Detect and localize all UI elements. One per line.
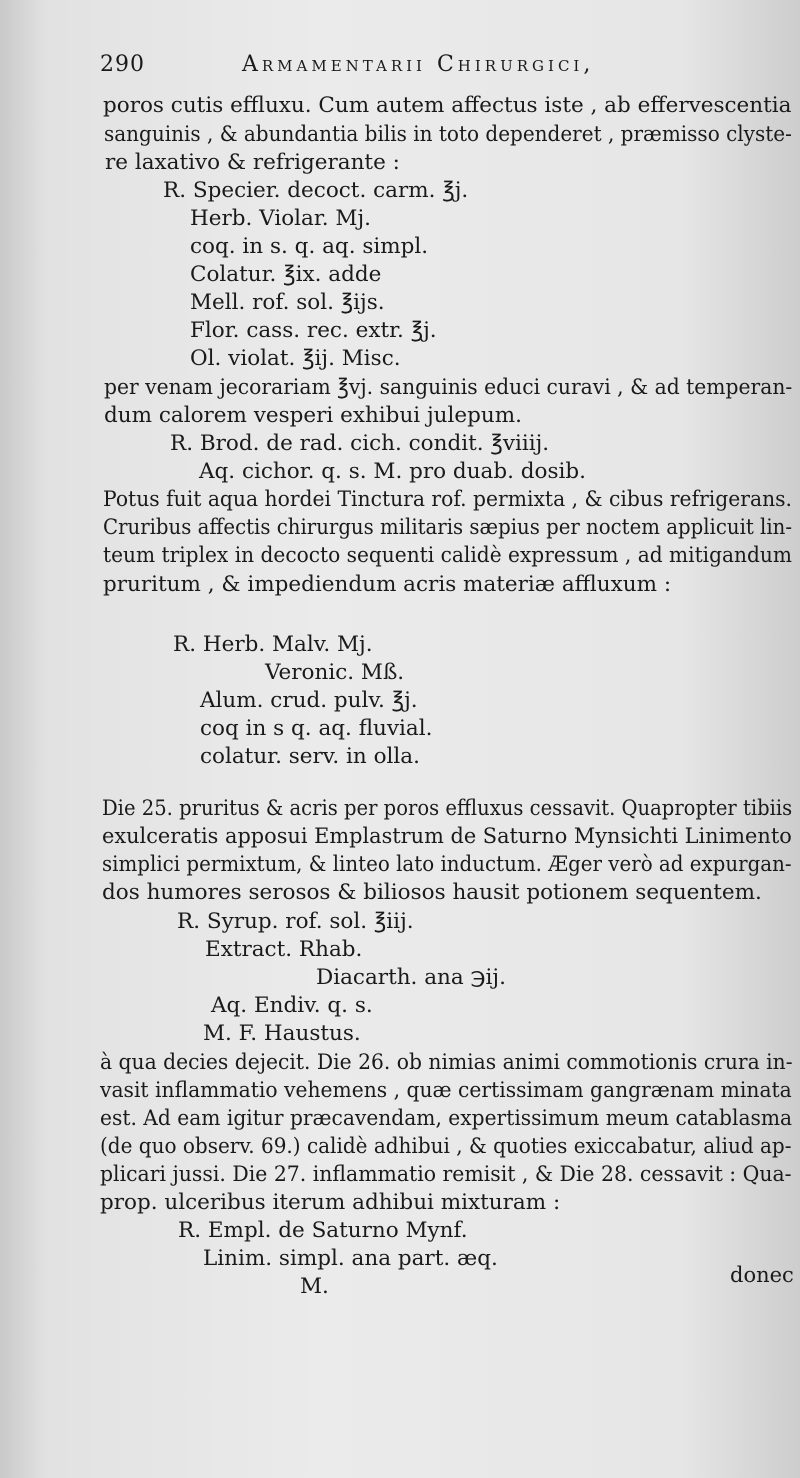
text-line: Ol. violat. ℥ij. Misc. [190, 346, 401, 371]
text-line: R. Empl. de Saturno Mynf. [178, 1218, 468, 1243]
text-line: M. F. Haustus. [203, 1021, 361, 1046]
text-line: R. Specier. decoct. carm. ℥j. [163, 178, 469, 203]
text-line: pruritum , & impediendum acris materiæ affluxum : [103, 572, 672, 597]
text-line: Aq. cichor. q. s. M. pro duab. dosib. [199, 459, 586, 484]
text-line: Potus fuit aqua hordei Tinctura rof. permixta , & cibus refrigerans. [103, 487, 793, 512]
text-line: R. Herb. Malv. Mj. [173, 632, 373, 657]
text-line: Alum. crud. pulv. ℥j. [200, 688, 418, 713]
text-line: prop. ulceribus iterum adhibui mixturam : [100, 1190, 561, 1215]
text-line: poros cutis effluxu. Cum autem affectus iste , ab effervescentia [103, 93, 792, 118]
text-line: Colatur. ℥ix. adde [190, 262, 382, 287]
text-line: dos humores serosos & biliosos hausit potionem sequentem. [102, 880, 762, 905]
text-line: dum calorem vesperi exhibui julepum. [104, 403, 522, 428]
text-line: Veronic. Mß. [265, 660, 405, 685]
text-line: teum triplex in decocto sequenti calidè expressum , ad mitigandum [103, 543, 792, 568]
text-line: R. Syrup. rof. sol. ℥iij. [177, 909, 414, 934]
text-line: exulceratis apposui Emplastrum de Saturno Mynsichti Linimento [102, 824, 792, 849]
text-line: vasit inflammatio vehemens , quæ certissimam gangrænam minata [100, 1078, 792, 1103]
text-line: Die 25. pruritus & acris per poros effluxus cessavit. Quapropter tibiis [102, 796, 793, 821]
running-title: Armamentarii Chirurgici, [242, 52, 595, 77]
text-line: R. Brod. de rad. cich. condit. ℥viiij. [170, 431, 550, 456]
text-line: Diacarth. ana ℈ij. [316, 965, 506, 990]
text-line: Mell. rof. sol. ℥ijs. [190, 290, 385, 315]
text-line: per venam jecorariam ℥vj. sanguinis educi curavi , & ad temperan- [104, 375, 793, 400]
text-line: Cruribus affectis chirurgus militaris sæpius per noctem applicuit lin- [103, 515, 793, 540]
text-line: M. [300, 1274, 329, 1299]
text-line: Extract. Rhab. [205, 937, 363, 962]
page-number: 290 [100, 52, 145, 77]
text-line: Linim. simpl. ana part. æq. [203, 1246, 498, 1271]
text-line: re laxativo & refrigerante : [105, 150, 400, 175]
text-line: est. Ad eam igitur præcavendam, expertissimum meum catablasma [100, 1106, 793, 1131]
text-line: Flor. cass. rec. extr. ℥j. [190, 318, 437, 343]
text-line: Aq. Endiv. q. s. [211, 993, 373, 1018]
text-line: simplici permixtum, & linteo lato inductum. Æger verò ad expurgan- [102, 852, 792, 877]
text-line: Herb. Violar. Mj. [190, 206, 371, 231]
text-line: plicari jussi. Die 27. inflammatio remisit , & Die 28. cessavit : Qua- [100, 1162, 792, 1187]
text-line: coq. in s. q. aq. simpl. [190, 234, 429, 259]
text-line: coq in s q. aq. fluvial. [200, 716, 433, 741]
text-line: à qua decies dejecit. Die 26. ob nimias animi commotionis crura in- [100, 1050, 793, 1075]
text-line: colatur. serv. in olla. [200, 744, 420, 769]
text-line: (de quo observ. 69.) calidè adhibui , & quoties exiccabatur, aliud ap- [100, 1134, 792, 1159]
text-line: sanguinis , & abundantia bilis in toto dependeret , præmisso clyste- [104, 122, 792, 147]
catchword: donec [730, 1263, 794, 1287]
